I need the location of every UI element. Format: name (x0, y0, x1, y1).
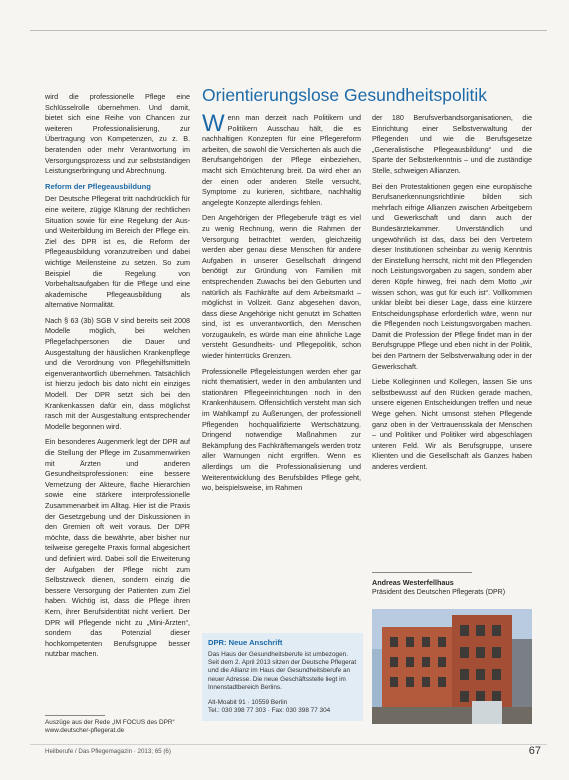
subheading: Reform der Pflegeausbildung (45, 181, 151, 191)
info-box-address (208, 699, 360, 715)
signature-rule (372, 572, 472, 573)
paragraph: wird die professionelle Pflege eine Schlüsselrolle übernehmen. Und damit, bietet sich eine Reihe von Chancen zur weiteren Professionalisierung, zur Übertragung von Kompetenzen, zu z. B. beratenden oder mehr Verantwortung im Versorgungsprozess und zur selbstständigen Leistungserbringung und Abrechnung. (45, 92, 190, 176)
author-name: Andreas Westerfellhaus (372, 578, 454, 587)
phone-line: Tel.: 030 398 77 303 · Fax: 030 398 77 304 (208, 707, 331, 715)
top-rule (30, 30, 547, 31)
paragraph: der 180 Berufsverbandsorganisationen, die Einrichtung einer Selbstverwaltung der Pflegenden und wie die Berufsgesetze „Generalistische Pflegeausbildung“ und die Sparte der Selbsterkenntnis – und die zuständige Stelle, schweigen Allianzen. (372, 113, 532, 175)
footnote: Auszüge aus der Rede „IM FOCUS des DPR“ www.deutscher-pflegerat.de (45, 719, 175, 735)
article-title: Orientierungslose Gesundheitspolitik (202, 85, 488, 105)
author-role: Präsident des Deutschen Pflegerats (DPR) (372, 589, 506, 596)
info-box-text: Das Haus der Gesundheitsberufe ist umbezogen. Seit dem 2. April 2013 sitzen der Deutsche Pflegerat und die Allianz im Haus der Gesundheitsberufe an neuer Adresse. Die neue Geschäftsstelle liegt im Innenstadtbereich Berlins. (208, 651, 357, 691)
building-illustration (372, 609, 532, 724)
paragraph: Den Angehörigen der Pflegeberufe trägt es viel zu wenig Rechnung, wenn die Rahmen der Versorgung betrachtet werden, gleichzeitig werden aber genau diese Menschen für andere Aufgaben in unserer Gesellschaft dringend benötigt zur Gründung von Familien mit entsprechenden Zuwachs bei den Geburten und natürlich als Fachkräfte auf dem Arbeitsmarkt – möglichst in Vollzeit. Ganz abgesehen davon, dass diese Angehörige nicht genutzt im Schatten sind, ist es unverantwortlich, den Menschen vorzugaukeln, es würde man eine ähnliche Lage versteht Gesundheits- und Pflegepolitik, schon wieder hinterrücks Grenzen. (202, 213, 361, 361)
paragraph: Bei den Protestaktionen gegen eine europäische Berufsanerkennungsrichtlinie bilden sich mehrfach eifrige Allianzen zwischen Arbeitgebern und Gewerkschaft und dann auch der Bundesärztekammer. Unverständlich und ungewöhnlich ist das, dass bei den Vertretern dieser Institutionen scheinbar zu wenig Kenntnis der Einstellung herrscht, nicht mit den Pflegenden noch Leistungsvorgaben zu sagen, sondern aber deren Köpfe hinweg, frei nach dem Motto „wir wissen schon, was gut für euch ist“. Vollkommen unklar bleibt bei dieser Lage, dass eine kürzere Entscheidungsphase erforderlich wäre, wenn nur die Pflegenden noch Leistungsvorgaben machen. Damit die Profession der Pflege findet man in der Berufsgruppe Pflege und eben nicht in der Politik, bei den Partnern der Selbstverwaltung oder in der Gewerkschaft. (372, 181, 532, 371)
paragraph: Der Deutsche Pflegerat tritt nachdrücklich für eine weitere, zügige Klärung der rechtlichen Situation sowie für eine Regelung der Aus- und Weiterbildung im Bereich der Pflege ein. Ziel des DPR ist es, die Reform der Pflegeausbildung voranzutreiben und dabei wichtige Meilensteine zu setzen. So zum Beispiel die Regelung von Vorbehaltsaufgaben für die Pflege und eine akademische Pflegeausbildung als alternative Normalität. (45, 194, 190, 310)
footer-rule (30, 744, 547, 745)
column-3 (372, 113, 532, 478)
footer-publication: Heilberufe / Das Pflegemagazin · 2013; 65 (6) (45, 748, 171, 755)
paragraph (202, 110, 361, 208)
page-number: 67 (528, 745, 541, 757)
paragraph-text: enn man derzeit nach Politikern und Politikern Ausschau hält, die es nachhaltigen Konzepten für eine Pflegereform arbeiten, die sowohl die Versicherten als auch die Berufsangehörigen der Pflege einbeziehen, macht sich Ernüchterung breit. Da wird eher an der einen oder anderen Stelle versucht, Symptome zu kurieren, sichtbare, nachhaltig angelegte Konzepte allerdings fehlen. (202, 113, 361, 207)
paragraph: Nach § 63 (3b) SGB V sind bereits seit 2008 Modelle möglich, bei welchen Pflegefachpersonen die Dauer und Ausgestaltung der häuslichen Krankenpflege und die Verordnung von Pflegehilfsmitteln eigenverantwortlich übernehmen. Tatsächlich ist hierzu jedoch bis dato nicht ein einziges Modell. Der DPR setzt sich bei den Krankenkassen dafür ein, dass möglichst rasch mit der Ausgestaltung entsprechender Modelle begonnen wird. (45, 315, 190, 431)
info-box-heading: DPR: Neue Anschrift (208, 638, 283, 647)
footnote-rule (45, 715, 105, 716)
paragraph: Ein besonderes Augenmerk legt der DPR auf die Stellung der Pflege im Zusammenwirken mit Ärzten und anderen Gesundheitsprofessionen: eine bessere Vernetzung der Akteure, flache Hierarchien sowie eine stärkere interprofessionelle Zusammenarbeit im Alltag. Hier ist die Praxis der Gesetzgebung und der Diskussionen in den Gremien oft weit voraus. Der DPR möchte, dass die bewährte, aber bisher nur teilweise geregelte Praxis formal abgesichert und definiert wird. Dabei soll die Erweiterung der Aufgaben der Pflege nicht zum Selbstzweck dienen, sondern einzig die bessere Versorgung der Patienten zum Ziel haben. Wichtig ist, dass die Pflege ihren Kern, ihrer Berufsidentität nicht verliert. Der DPR will Pflegende nicht zu „Mini-Ärzten“, sondern das Potenzial dieser hochkompetenten Berufsgruppe besser nutzbar machen. (45, 437, 190, 659)
address-line: Alt-Moabit 91 · 10559 Berlin (208, 699, 288, 706)
column-1 (45, 92, 190, 665)
paragraph: Professionelle Pflegeleistungen werden eher gar nicht thematisiert, weder in den ambulanten und stationären Pflegeeinrichtungen noch in den Krankenhäusern. Offensichtlich versteht man sich im Wahlkampf zu Äußerungen, der professionell Pflegenden hochqualifizierte Wertschätzung. Dringend notwendige Maßnahmen zur Bekämpfung des Fachkräftemangels werden trotz aller Warnungen nicht ergriffen. Wenn es allerdings um die Professionalisierung und Weiterentwicklung des Berufsbildes Pflege geht, wo, beispielsweise, im Rahmen (202, 366, 361, 493)
building-photo (372, 609, 532, 724)
paragraph: Liebe Kolleginnen und Kollegen, lassen Sie uns selbstbewusst auf den Rücken gerade machen, unsere eigenen Entscheidungen treffen und neue Wege gehen. Nicht umsonst stehen Pflegende ganz oben in der Vertrauensskala der Menschen – und Politiker und Politiker wird abgeschlagen unteren Feld. Wir als Berufsgruppe, unsere Klienten und die Gesellschaft als Ganzes haben anderes verdient. (372, 377, 532, 471)
column-2 (202, 110, 361, 499)
dropcap: W (202, 110, 225, 137)
